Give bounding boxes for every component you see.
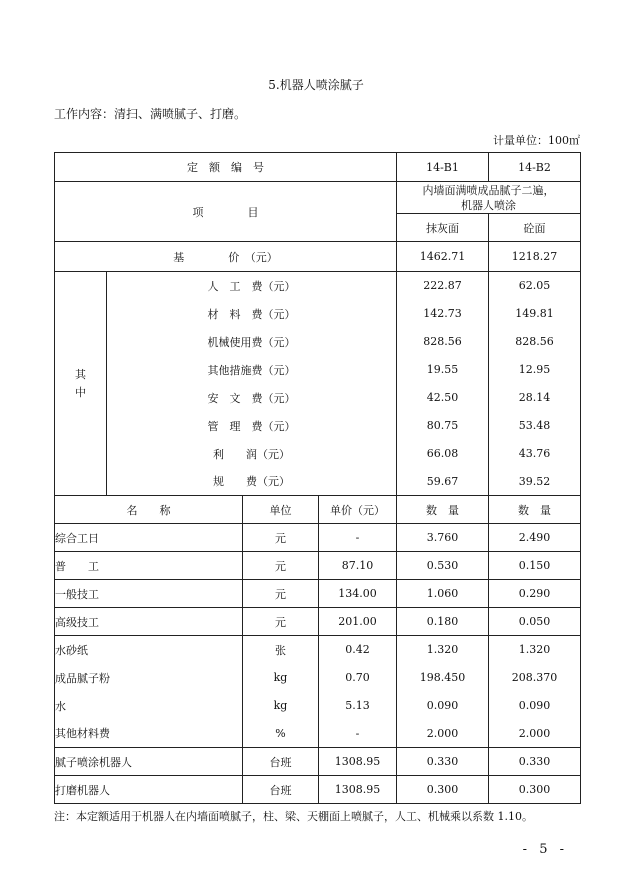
quota-number-label: 定 额 编 号 — [55, 153, 397, 182]
qty-header-b2: 数 量 — [489, 496, 581, 524]
item-desc-line2: 机器人喷涂 — [461, 198, 516, 212]
header-row-desc — [55, 182, 581, 214]
resource-qty: 198.450 — [397, 664, 489, 692]
resource-name: 水 — [55, 692, 243, 720]
code-b1: 14-B1 — [397, 153, 489, 182]
material-row — [55, 720, 581, 748]
resource-unit: 元 — [243, 552, 319, 580]
sub-col-plaster: 抹灰面 — [397, 214, 489, 242]
quota-table — [54, 152, 581, 804]
resource-price: 134.00 — [319, 580, 397, 608]
resource-unit: 台班 — [243, 748, 319, 776]
base-price-b2: 1218.27 — [489, 242, 581, 272]
resource-qty: 0.180 — [397, 608, 489, 636]
unit-header: 单位 — [243, 496, 319, 524]
cost-row — [55, 300, 581, 328]
resource-name: 普 工 — [55, 552, 243, 580]
cost-label: 利 润（元） — [107, 440, 397, 468]
resource-unit: 元 — [243, 524, 319, 552]
cost-value: 828.56 — [397, 328, 489, 356]
resource-qty: 0.330 — [489, 748, 581, 776]
cost-value: 222.87 — [397, 272, 489, 300]
cost-row — [55, 412, 581, 440]
cost-value: 59.67 — [397, 468, 489, 496]
page-number: - 5 - — [522, 842, 568, 857]
resource-qty: 2.000 — [489, 720, 581, 748]
cost-label: 人 工 费（元） — [107, 272, 397, 300]
cost-value: 828.56 — [489, 328, 581, 356]
resource-header-row — [55, 496, 581, 524]
resource-price: 201.00 — [319, 608, 397, 636]
cost-label: 机械使用费（元） — [107, 328, 397, 356]
resource-qty: 1.320 — [489, 636, 581, 664]
resource-qty: 208.370 — [489, 664, 581, 692]
resource-qty: 0.300 — [489, 776, 581, 804]
cost-label: 其他措施费（元） — [107, 356, 397, 384]
material-row — [55, 692, 581, 720]
footnote: 注：本定额适用于机器人在内墙面喷腻子，柱、梁、天棚面上喷腻子，人工、机械乘以系数 1.10。 — [54, 810, 533, 823]
cost-label: 规 费（元） — [107, 468, 397, 496]
resource-qty: 0.090 — [397, 692, 489, 720]
of-which-label: 其 中 — [55, 272, 107, 496]
code-b2: 14-B2 — [489, 153, 581, 182]
resource-price: 0.42 — [319, 636, 397, 664]
resource-qty: 0.090 — [489, 692, 581, 720]
machine-row — [55, 776, 581, 804]
cost-label: 安 文 费（元） — [107, 384, 397, 412]
cost-value: 39.52 — [489, 468, 581, 496]
resource-unit: kg — [243, 692, 319, 720]
resource-name: 高级技工 — [55, 608, 243, 636]
item-description — [397, 182, 581, 214]
sub-col-concrete: 砼面 — [489, 214, 581, 242]
resource-unit: 元 — [243, 608, 319, 636]
cost-value: 66.08 — [397, 440, 489, 468]
material-row — [55, 636, 581, 664]
resource-name: 腻子喷涂机器人 — [55, 748, 243, 776]
work-content: 工作内容：清扫、满喷腻子、打磨。 — [54, 107, 247, 121]
resource-qty: 1.320 — [397, 636, 489, 664]
resource-unit: 元 — [243, 580, 319, 608]
cost-value: 62.05 — [489, 272, 581, 300]
unit-price-header: 单价（元） — [319, 496, 397, 524]
section-title: 5.机器人喷涂腻子 — [268, 78, 364, 92]
resource-price: - — [319, 720, 397, 748]
cost-row — [55, 384, 581, 412]
resource-name: 一般技工 — [55, 580, 243, 608]
material-row — [55, 664, 581, 692]
cost-value: 43.76 — [489, 440, 581, 468]
measurement-unit: 计量单位：100㎡ — [493, 134, 580, 147]
cost-row — [55, 440, 581, 468]
cost-value: 142.73 — [397, 300, 489, 328]
resource-price: 5.13 — [319, 692, 397, 720]
resource-price: 0.70 — [319, 664, 397, 692]
resource-name: 打磨机器人 — [55, 776, 243, 804]
resource-qty: 0.050 — [489, 608, 581, 636]
cost-label: 材 料 费（元） — [107, 300, 397, 328]
cost-row — [55, 272, 581, 300]
cost-row — [55, 468, 581, 496]
resource-unit: 台班 — [243, 776, 319, 804]
resource-qty: 0.530 — [397, 552, 489, 580]
resource-unit: % — [243, 720, 319, 748]
resource-name: 综合工日 — [55, 524, 243, 552]
resource-qty: 0.290 — [489, 580, 581, 608]
resource-unit: 张 — [243, 636, 319, 664]
name-header: 名 称 — [55, 496, 243, 524]
resource-qty: 0.330 — [397, 748, 489, 776]
resource-qty: 1.060 — [397, 580, 489, 608]
cost-value: 53.48 — [489, 412, 581, 440]
resource-price: 87.10 — [319, 552, 397, 580]
labor-row — [55, 608, 581, 636]
resource-unit: kg — [243, 664, 319, 692]
base-price-row — [55, 242, 581, 272]
resource-qty: 2.000 — [397, 720, 489, 748]
base-price-b1: 1462.71 — [397, 242, 489, 272]
resource-qty: 0.150 — [489, 552, 581, 580]
resource-name: 其他材料费 — [55, 720, 243, 748]
resource-qty: 2.490 — [489, 524, 581, 552]
cost-row — [55, 328, 581, 356]
resource-price: 1308.95 — [319, 776, 397, 804]
cost-value: 149.81 — [489, 300, 581, 328]
header-row-code — [55, 153, 581, 182]
resource-qty: 3.760 — [397, 524, 489, 552]
base-price-label: 基 价 （元） — [55, 242, 397, 272]
item-label: 项 目 — [55, 182, 397, 242]
resource-price: 1308.95 — [319, 748, 397, 776]
cost-value: 80.75 — [397, 412, 489, 440]
labor-row — [55, 552, 581, 580]
cost-value: 19.55 — [397, 356, 489, 384]
resource-name: 成品腻子粉 — [55, 664, 243, 692]
resource-price: - — [319, 524, 397, 552]
cost-value: 42.50 — [397, 384, 489, 412]
labor-row — [55, 580, 581, 608]
labor-row — [55, 524, 581, 552]
resource-qty: 0.300 — [397, 776, 489, 804]
cost-value: 12.95 — [489, 356, 581, 384]
cost-label: 管 理 费（元） — [107, 412, 397, 440]
item-desc-line1: 内墙面满喷成品腻子二遍， — [422, 183, 555, 197]
machine-row — [55, 748, 581, 776]
cost-value: 28.14 — [489, 384, 581, 412]
cost-row — [55, 356, 581, 384]
qty-header-b1: 数 量 — [397, 496, 489, 524]
resource-name: 水砂纸 — [55, 636, 243, 664]
